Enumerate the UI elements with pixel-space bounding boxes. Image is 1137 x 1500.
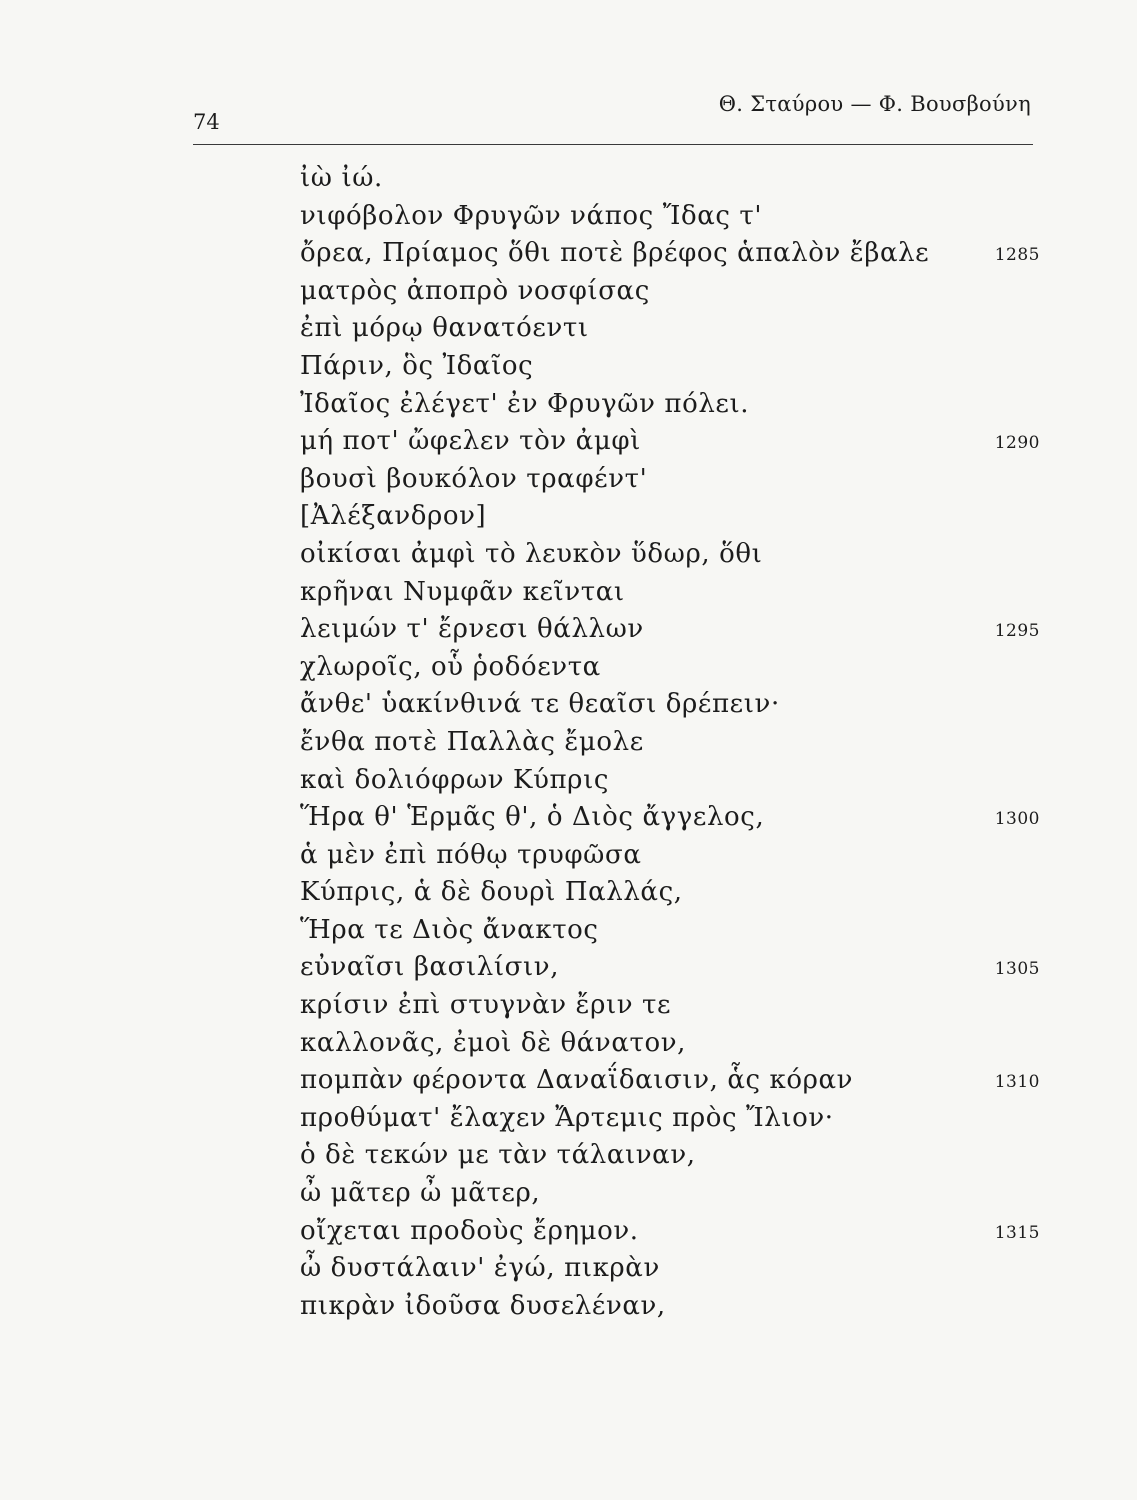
verse-line	[300, 1288, 1040, 1326]
verse-line	[300, 762, 1040, 800]
verse-text: οἴχεται προδοὺς ἔρημον.	[300, 1215, 639, 1246]
verse-text: Ἰδαῖος ἐλέγετ' ἐν Φρυγῶν πόλει.	[300, 388, 750, 419]
verse-line	[300, 949, 1040, 987]
verse-text: λειμών τ' ἔρνεσι θάλλων	[300, 614, 644, 645]
verse-text: ἰὼ ἰώ.	[300, 163, 383, 193]
verse-line	[300, 423, 1040, 461]
verse-text: ἄνθε' ὑακίνθινά τε θεαῖσι δρέπειν·	[300, 689, 780, 720]
verse-text: νιφόβολον Φρυγῶν νάπος Ἴδας τ'	[300, 200, 763, 231]
line-number: 1300	[994, 809, 1040, 830]
verse-line	[300, 649, 1040, 687]
verse-text: πικρὰν ἰδοῦσα δυσελέναν,	[300, 1290, 666, 1321]
verse-text: ὦ δυστάλαιν' ἐγώ, πικρὰν	[300, 1253, 660, 1284]
verse-line	[300, 1025, 1040, 1063]
verse-line	[300, 348, 1040, 386]
verse-text: καὶ δολιόφρων Κύπρις	[300, 764, 610, 795]
line-number: 1305	[994, 959, 1040, 980]
line-number: 1310	[994, 1072, 1040, 1093]
verse-text: χλωροῖς, οὗ ῥοδόεντα	[300, 651, 601, 682]
verse-line	[300, 310, 1040, 348]
page-number: 74	[193, 110, 220, 134]
verse-text: κρίσιν ἐπὶ στυγνὰν ἔριν τε	[300, 990, 672, 1021]
verse-line	[300, 799, 1040, 837]
verse-text: [Ἀλέξανδρον]	[300, 501, 487, 532]
verse-line	[300, 273, 1040, 311]
line-number: 1295	[994, 621, 1040, 642]
verse-line	[300, 235, 1040, 273]
verse-text: ἔνθα ποτὲ Παλλὰς ἔμολε	[300, 726, 644, 757]
verse-line	[300, 536, 1040, 574]
verse-line	[300, 461, 1040, 499]
verse-text: κρῆναι Νυμφᾶν κεῖνται	[300, 576, 625, 607]
verse-text: ἐπὶ μόρῳ θανατόεντι	[300, 313, 589, 344]
verse-text: μή ποτ' ὤφελεν τὸν ἀμφὶ	[300, 426, 641, 457]
verse-text: Κύπρις, ἁ δὲ δουρὶ Παλλάς,	[300, 877, 683, 908]
verse-line	[300, 1250, 1040, 1288]
line-number: 1285	[994, 245, 1040, 266]
verse-line	[300, 1100, 1040, 1138]
verse-text: ὦ μᾶτερ ὦ μᾶτερ,	[300, 1178, 541, 1209]
line-number: 1315	[994, 1222, 1040, 1243]
verse-text: ματρὸς ἀποπρὸ νοσφίσας	[300, 275, 650, 306]
verse-text: ὄρεα, Πρίαμος ὅθι ποτὲ βρέφος ἁπαλὸν ἔβαλε	[300, 238, 930, 269]
verse-line	[300, 987, 1040, 1025]
verse-line	[300, 160, 1040, 198]
verse-line	[300, 1213, 1040, 1251]
verse-line	[300, 498, 1040, 536]
verse-line	[300, 574, 1040, 612]
verse-line	[300, 386, 1040, 424]
running-head: Θ. Σταύρου — Φ. Βουσβούνη	[718, 92, 1031, 116]
verse-text: Ἥρα τε Διὸς ἄνακτος	[300, 914, 599, 945]
verse-line	[300, 686, 1040, 724]
line-number: 1290	[994, 433, 1040, 454]
verse-text: ἁ μὲν ἐπὶ πόθῳ τρυφῶσα	[300, 839, 642, 870]
verse-text: προθύματ' ἔλαχεν Ἄρτεμις πρὸς Ἴλιον·	[300, 1102, 834, 1133]
verse-line	[300, 837, 1040, 875]
verse-block	[300, 160, 1040, 1325]
verse-line	[300, 1137, 1040, 1175]
page-header	[193, 92, 1033, 145]
verse-line	[300, 724, 1040, 762]
verse-text: βουσὶ βουκόλον τραφέντ'	[300, 463, 648, 494]
verse-text: οἰκίσαι ἀμφὶ τὸ λευκὸν ὕδωρ, ὅθι	[300, 538, 763, 569]
verse-text: καλλονᾶς, ἐμοὶ δὲ θάνατον,	[300, 1027, 686, 1058]
verse-text: ὁ δὲ τεκών με τὰν τάλαιναν,	[300, 1140, 696, 1171]
verse-line	[300, 912, 1040, 950]
verse-line	[300, 1175, 1040, 1213]
verse-text: πομπὰν φέροντα Δαναΐδαισιν, ἇς κόραν	[300, 1065, 854, 1096]
verse-line	[300, 611, 1040, 649]
verse-text: εὐναῖσι βασιλίσιν,	[300, 952, 560, 983]
verse-line	[300, 874, 1040, 912]
verse-line	[300, 1062, 1040, 1100]
verse-text: Πάριν, ὃς Ἰδαῖος	[300, 350, 534, 381]
verse-line	[300, 198, 1040, 236]
verse-text: Ἥρα θ' Ἑρμᾶς θ', ὁ Διὸς ἄγγελος,	[300, 802, 765, 833]
